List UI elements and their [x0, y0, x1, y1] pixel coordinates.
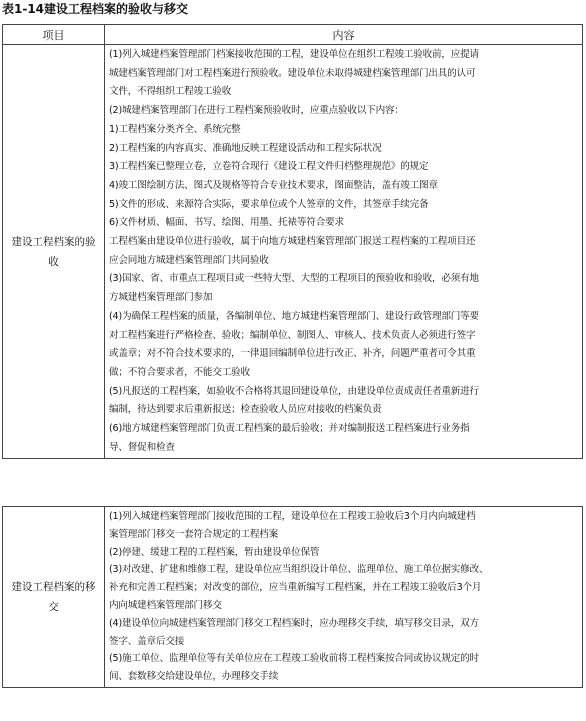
content-line: (4)为确保工程档案的质量，各编制单位、地方城建档案管理部门、建设行政管理部门等要 — [109, 310, 479, 322]
content-line: 案管理部门移交一套符合规定的工程档案 — [109, 528, 279, 540]
table-caption: 表1-14建设工程档案的验收与移交 — [2, 2, 189, 16]
content-line: (5)施工单位、监理单位等有关单位应在工程竣工验收前将工程档案按合同或协议规定的时 — [109, 653, 479, 665]
content-line: 编制，待达到要求后重新报送；检查验收人员应对接收的档案负责 — [109, 404, 382, 416]
table-header-row — [3, 25, 583, 45]
row-content-transfer — [105, 507, 583, 688]
content-line: 或盖章；对不符合技术要求的，一律退回编制单位进行改正、补齐，问题严重者可令其重 — [109, 348, 476, 360]
content-line: (3)对改建、扩建和维修工程，建设单位应当组织设计单位、监理单位、施工单位据实修改、 — [109, 564, 489, 576]
row-label-transfer — [3, 507, 105, 688]
content-line: 城建档案管理部门对工程档案进行预验收。建设单位未取得城建档案管理部门出具的认可 — [109, 67, 476, 79]
content-line: 3)工程档案已整理立卷，立卷符合现行《建设工程文件归档整理规范》的规定 — [109, 161, 429, 173]
content-line: 应会同地方城建档案管理部门共同验收 — [109, 254, 269, 266]
row-label-line: 建设工程档案的移 — [11, 580, 96, 593]
content-line: 文件，不得组织工程竣工验收 — [109, 86, 232, 98]
content-line: 6)文件材质、幅面、书写、绘图、用墨、托裱等符合要求 — [109, 217, 344, 229]
transfer-table — [2, 506, 583, 688]
content-line: (4)建设单位向城建档案管理部门移交工程档案时，应办理移交手续，填写移交目录，双方 — [109, 617, 479, 629]
content-line: (1)列入城建档案管理部门档案接收范围的工程，建设单位在组织工程竣工验收前，应提请 — [109, 49, 479, 60]
header-item: 项目 — [3, 25, 105, 45]
content-line: (1)列入城建档案管理部门接收范围的工程，建设单位在工程竣工验收后3个月内向城建档 — [109, 511, 476, 522]
content-line: 签字、盖章后交接 — [109, 635, 185, 647]
row-label-line: 收 — [48, 255, 59, 268]
content-line: 1)工程档案分类齐全、系统完整 — [109, 123, 241, 135]
acceptance-table — [2, 24, 583, 459]
content-line: 5)文件的形成、来源符合实际，要求单位或个人签章的文件，其签章手续完备 — [109, 198, 429, 210]
content-line: 方城建档案管理部门参加 — [109, 292, 213, 304]
content-line: (5)凡报送的工程档案，如验收不合格将其退回建设单位，由建设单位责成责任者重新进行 — [109, 385, 479, 397]
row-content-acceptance — [105, 45, 583, 459]
content-line: (6)地方城建档案管理部门负责工程档案的最后验收；并对编制报送工程档案进行业务指 — [109, 423, 470, 435]
content-line: (2)停建、缓建工程的工程档案，暂由建设单位保管 — [109, 546, 320, 558]
table-row-transfer — [3, 507, 583, 688]
content-line: 补充和完善工程档案；对改变的部位，应当重新编写工程档案，并在工程竣工验收后3个月 — [109, 582, 482, 594]
content-line: 间、套数移交给建设单位，办理移交手续 — [109, 671, 279, 683]
row-label-line: 交 — [48, 600, 59, 613]
header-content: 内容 — [105, 25, 583, 45]
row-label-acceptance — [3, 45, 105, 459]
content-line: 工程档案由建设单位进行验收，属于向地方城建档案管理部门报送工程档案的工程项目还 — [109, 236, 476, 248]
content-line: 导、督促和检查 — [109, 441, 175, 453]
content-line: 4)竣工图绘制方法、图式及规格等符合专业技术要求，图面整洁，盖有竣工图章 — [109, 179, 438, 191]
content-line: 对工程档案进行严格检查、验收；编制单位、制图人、审核人、技术负责人必须进行签字 — [109, 329, 476, 341]
content-line: (3)国家、省、市重点工程项目或一些特大型、大型的工程项目的预验收和验收，必须有地 — [109, 273, 479, 285]
row-label-line: 建设工程档案的验 — [11, 235, 96, 248]
content-line: 做；不符合要求者，不能交工验收 — [109, 366, 250, 378]
content-line: 内向城建档案管理部门移交 — [109, 599, 222, 611]
table-row-acceptance — [3, 45, 583, 459]
content-line: (2)城建档案管理部门在进行工程档案预验收时，应重点验收以下内容： — [109, 105, 404, 117]
content-line: 2)工程档案的内容真实、准确地反映工程建设活动和工程实际状况 — [109, 142, 382, 154]
